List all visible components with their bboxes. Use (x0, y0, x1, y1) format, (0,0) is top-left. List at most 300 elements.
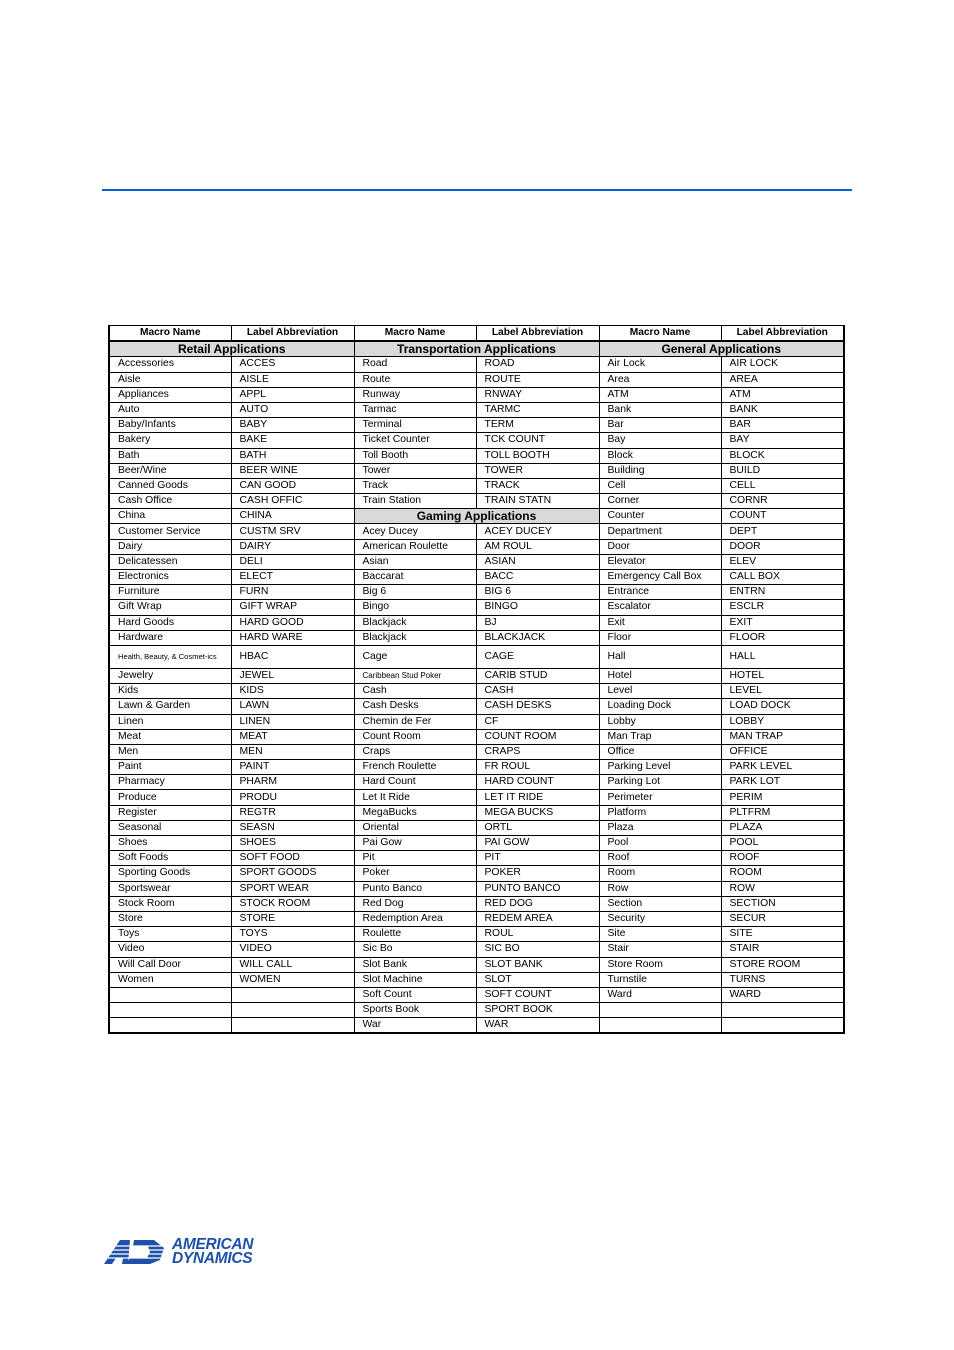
table-cell: Chemin de Fer (354, 714, 476, 729)
table-cell: Road (354, 357, 476, 372)
table-cell: SITE (721, 927, 844, 942)
table-cell: CASH (476, 684, 599, 699)
table-cell: BJ (476, 615, 599, 630)
table-cell: Escalator (599, 600, 721, 615)
table-cell: ELECT (231, 570, 354, 585)
logo-line-1: AMERICAN (172, 1236, 254, 1253)
table-cell: BUILD (721, 463, 844, 478)
column-header: Label Abbreviation (476, 326, 599, 342)
table-row (109, 790, 844, 805)
column-header: Macro Name (109, 326, 231, 342)
table-cell: MEGA BUCKS (476, 805, 599, 820)
table-cell: Cash (354, 684, 476, 699)
table-cell: STAIR (721, 942, 844, 957)
table-row (109, 1003, 844, 1018)
table-cell: PARK LOT (721, 775, 844, 790)
table-body (109, 357, 844, 1034)
table-cell: Craps (354, 744, 476, 759)
table-cell: BEER WINE (231, 463, 354, 478)
column-header: Macro Name (599, 326, 721, 342)
table-row (109, 539, 844, 554)
table-cell: Customer Service (109, 524, 231, 539)
table-cell: Terminal (354, 418, 476, 433)
section-header-general: General Applications (599, 341, 844, 357)
table-cell: ROOF (721, 851, 844, 866)
table-cell: HALL (721, 645, 844, 668)
table-row (109, 570, 844, 585)
table-cell: DELI (231, 554, 354, 569)
table-cell: Slot Machine (354, 972, 476, 987)
table-cell: CHINA (231, 509, 354, 524)
table-cell: Department (599, 524, 721, 539)
table-cell: Auto (109, 402, 231, 417)
table-cell: AISLE (231, 372, 354, 387)
column-header: Label Abbreviation (721, 326, 844, 342)
table-cell: Bay (599, 433, 721, 448)
table-row (109, 554, 844, 569)
table-cell: Runway (354, 387, 476, 402)
table-cell: Meat (109, 729, 231, 744)
table-cell: Cash Desks (354, 699, 476, 714)
table-cell: American Roulette (354, 539, 476, 554)
table-cell (721, 1003, 844, 1018)
table-cell: Cell (599, 478, 721, 493)
table-cell: Poker (354, 866, 476, 881)
table-cell: Register (109, 805, 231, 820)
macro-name-table (108, 325, 845, 1034)
table-cell: LET IT RIDE (476, 790, 599, 805)
table-cell: Stair (599, 942, 721, 957)
table-row (109, 684, 844, 699)
table-cell: COUNT ROOM (476, 729, 599, 744)
table-cell: Block (599, 448, 721, 463)
table-cell: Linen (109, 714, 231, 729)
table-cell: CORNR (721, 494, 844, 509)
table-cell: Level (599, 684, 721, 699)
table-cell: Stock Room (109, 896, 231, 911)
table-row (109, 744, 844, 759)
table-cell: MEN (231, 744, 354, 759)
table-cell: Count Room (354, 729, 476, 744)
table-cell: Cage (354, 645, 476, 668)
table-cell: Bar (599, 418, 721, 433)
table-cell: LAWN (231, 699, 354, 714)
section-header-row (109, 341, 844, 357)
table-cell: Appliances (109, 387, 231, 402)
table-cell: Roulette (354, 927, 476, 942)
table-cell: SPORT GOODS (231, 866, 354, 881)
table-row (109, 820, 844, 835)
table-cell: Pool (599, 836, 721, 851)
table-cell: FURN (231, 585, 354, 600)
table-cell: HARD GOOD (231, 615, 354, 630)
table-row (109, 585, 844, 600)
table-cell: HARD WARE (231, 630, 354, 645)
table-cell: GIFT WRAP (231, 600, 354, 615)
table-cell: PLAZA (721, 820, 844, 835)
table-cell (721, 1018, 844, 1034)
table-cell: PIT (476, 851, 599, 866)
table-cell: AM ROUL (476, 539, 599, 554)
table-cell: TCK COUNT (476, 433, 599, 448)
table-cell: Soft Foods (109, 851, 231, 866)
table-cell: REDEM AREA (476, 911, 599, 926)
table-cell: Asian (354, 554, 476, 569)
table-cell: ENTRN (721, 585, 844, 600)
table-cell: Turnstile (599, 972, 721, 987)
table-row (109, 805, 844, 820)
table-cell: DAIRY (231, 539, 354, 554)
column-header-row (109, 326, 844, 342)
table-cell: Bank (599, 402, 721, 417)
table-row (109, 494, 844, 509)
logo-wordmark (172, 1238, 253, 1266)
table-cell: Slot Bank (354, 957, 476, 972)
table-cell: Blackjack (354, 630, 476, 645)
table-cell: LINEN (231, 714, 354, 729)
table-cell: Accessories (109, 357, 231, 372)
table-cell: Parking Level (599, 760, 721, 775)
table-cell: Area (599, 372, 721, 387)
table-cell: PRODU (231, 790, 354, 805)
table-cell: DEPT (721, 524, 844, 539)
table-cell: Baby/Infants (109, 418, 231, 433)
table-cell: Platform (599, 805, 721, 820)
table-cell: Hotel (599, 668, 721, 683)
table-cell: WILL CALL (231, 957, 354, 972)
table-cell: Sports Book (354, 1003, 476, 1018)
table-cell: REGTR (231, 805, 354, 820)
table-cell: Big 6 (354, 585, 476, 600)
table-cell: BACC (476, 570, 599, 585)
table-cell: WOMEN (231, 972, 354, 987)
table-cell: POKER (476, 866, 599, 881)
table-cell: Beer/Wine (109, 463, 231, 478)
table-cell: Entrance (599, 585, 721, 600)
table-row (109, 881, 844, 896)
table-cell: ASIAN (476, 554, 599, 569)
table-cell: War (354, 1018, 476, 1034)
table-cell: BLACKJACK (476, 630, 599, 645)
table-cell: PAINT (231, 760, 354, 775)
table-cell: BLOCK (721, 448, 844, 463)
table-cell: VIDEO (231, 942, 354, 957)
table-row (109, 630, 844, 645)
table-cell: Video (109, 942, 231, 957)
table-cell (231, 987, 354, 1002)
table-cell: PARK LEVEL (721, 760, 844, 775)
table-cell (109, 1018, 231, 1034)
table-cell: Baccarat (354, 570, 476, 585)
table-cell: SOFT FOOD (231, 851, 354, 866)
table-cell: Jewelry (109, 668, 231, 683)
table-cell: Acey Ducey (354, 524, 476, 539)
table-cell: ATM (599, 387, 721, 402)
table-cell: Soft Count (354, 987, 476, 1002)
table-cell (109, 987, 231, 1002)
american-dynamics-logo (102, 1236, 264, 1268)
table-cell: CAN GOOD (231, 478, 354, 493)
table-cell: Air Lock (599, 357, 721, 372)
column-header: Label Abbreviation (231, 326, 354, 342)
table-cell: ROAD (476, 357, 599, 372)
table-cell: Elevator (599, 554, 721, 569)
table-cell: DOOR (721, 539, 844, 554)
table-cell: ELEV (721, 554, 844, 569)
table-cell: Door (599, 539, 721, 554)
table-cell: ACCES (231, 357, 354, 372)
table-cell: Seasonal (109, 820, 231, 835)
table-cell: RED DOG (476, 896, 599, 911)
table-cell: CALL BOX (721, 570, 844, 585)
table-cell: CUSTM SRV (231, 524, 354, 539)
table-cell: ROUL (476, 927, 599, 942)
table-cell: Loading Dock (599, 699, 721, 714)
table-cell: MegaBucks (354, 805, 476, 820)
table-cell: ROW (721, 881, 844, 896)
table-cell: Store (109, 911, 231, 926)
table-cell: HBAC (231, 645, 354, 668)
table-cell: Route (354, 372, 476, 387)
table-cell: EXIT (721, 615, 844, 630)
table-row (109, 866, 844, 881)
table-cell: FLOOR (721, 630, 844, 645)
table-cell: French Roulette (354, 760, 476, 775)
table-cell: KIDS (231, 684, 354, 699)
table-cell: Security (599, 911, 721, 926)
table-cell: Floor (599, 630, 721, 645)
table-cell: Delicatessen (109, 554, 231, 569)
table-row (109, 699, 844, 714)
table-cell: Toys (109, 927, 231, 942)
section-header-gaming: Gaming Applications (354, 509, 599, 524)
table-cell: Plaza (599, 820, 721, 835)
table-cell: FR ROUL (476, 760, 599, 775)
table-row (109, 1018, 844, 1034)
table-cell: BAKE (231, 433, 354, 448)
table-cell: Pit (354, 851, 476, 866)
table-cell: CRAPS (476, 744, 599, 759)
table-cell: Hall (599, 645, 721, 668)
table-cell: Will Call Door (109, 957, 231, 972)
table-cell: Office (599, 744, 721, 759)
table-cell: Pai Gow (354, 836, 476, 851)
table-cell: HOTEL (721, 668, 844, 683)
table-row (109, 957, 844, 972)
table-cell: CASH OFFIC (231, 494, 354, 509)
table-cell (599, 1018, 721, 1034)
table-cell: ROOM (721, 866, 844, 881)
table-cell: ESCLR (721, 600, 844, 615)
logo-line-2: DYNAMICS (172, 1250, 253, 1267)
table-cell: BAR (721, 418, 844, 433)
table-row (109, 372, 844, 387)
table-cell: WARD (721, 987, 844, 1002)
table-cell: Ticket Counter (354, 433, 476, 448)
table-cell: RNWAY (476, 387, 599, 402)
table-cell: ATM (721, 387, 844, 402)
table-cell: Man Trap (599, 729, 721, 744)
table-cell: Ward (599, 987, 721, 1002)
table-cell: Gift Wrap (109, 600, 231, 615)
table-cell: Bingo (354, 600, 476, 615)
table-row (109, 402, 844, 417)
table-cell: SOFT COUNT (476, 987, 599, 1002)
table-cell: WAR (476, 1018, 599, 1034)
table-cell: MAN TRAP (721, 729, 844, 744)
table-cell: Hard Count (354, 775, 476, 790)
table-cell: Parking Lot (599, 775, 721, 790)
table-row (109, 524, 844, 539)
table-cell: PLTFRM (721, 805, 844, 820)
table-cell: PHARM (231, 775, 354, 790)
table-cell: BIG 6 (476, 585, 599, 600)
table-cell: SECTION (721, 896, 844, 911)
table-cell: TARMC (476, 402, 599, 417)
table-cell: Paint (109, 760, 231, 775)
table-cell (599, 1003, 721, 1018)
table-cell: Tarmac (354, 402, 476, 417)
table-cell: Building (599, 463, 721, 478)
table-row (109, 942, 844, 957)
table-row (109, 851, 844, 866)
table-cell: Roof (599, 851, 721, 866)
table-cell: PAI GOW (476, 836, 599, 851)
table-cell: TOYS (231, 927, 354, 942)
table-cell: Sporting Goods (109, 866, 231, 881)
table-row (109, 927, 844, 942)
table-row (109, 509, 844, 524)
table-cell: Room (599, 866, 721, 881)
table-cell: AIR LOCK (721, 357, 844, 372)
table-cell: Cash Office (109, 494, 231, 509)
table-cell: Toll Booth (354, 448, 476, 463)
table-row (109, 387, 844, 402)
table-cell: Oriental (354, 820, 476, 835)
table-cell: Red Dog (354, 896, 476, 911)
table-cell: AUTO (231, 402, 354, 417)
table-cell: Men (109, 744, 231, 759)
table-cell: China (109, 509, 231, 524)
table-cell: Train Station (354, 494, 476, 509)
table-row (109, 615, 844, 630)
table-row (109, 463, 844, 478)
table-row (109, 600, 844, 615)
table-row (109, 645, 844, 668)
table-cell: BAY (721, 433, 844, 448)
table-row (109, 896, 844, 911)
table-cell: LEVEL (721, 684, 844, 699)
table-cell: CELL (721, 478, 844, 493)
table-cell: Canned Goods (109, 478, 231, 493)
table-cell: Counter (599, 509, 721, 524)
table-cell: Blackjack (354, 615, 476, 630)
table-cell: SECUR (721, 911, 844, 926)
table-cell: ACEY DUCEY (476, 524, 599, 539)
table-cell: APPL (231, 387, 354, 402)
table-row (109, 478, 844, 493)
table-cell: SLOT (476, 972, 599, 987)
table-row (109, 668, 844, 683)
table-cell: SLOT BANK (476, 957, 599, 972)
table-cell (231, 1003, 354, 1018)
column-header: Macro Name (354, 326, 476, 342)
table-cell: Exit (599, 615, 721, 630)
table-row (109, 448, 844, 463)
table-cell: TERM (476, 418, 599, 433)
table-cell: Pharmacy (109, 775, 231, 790)
table-cell: TURNS (721, 972, 844, 987)
table-row (109, 987, 844, 1002)
table-row (109, 729, 844, 744)
table-row (109, 433, 844, 448)
table-cell: Row (599, 881, 721, 896)
table-cell: CF (476, 714, 599, 729)
table-cell: TOWER (476, 463, 599, 478)
section-header-retail: Retail Applications (109, 341, 354, 357)
table-cell: Electronics (109, 570, 231, 585)
table-cell: LOBBY (721, 714, 844, 729)
table-cell: Furniture (109, 585, 231, 600)
table-cell: CARIB STUD (476, 668, 599, 683)
table-cell: LOAD DOCK (721, 699, 844, 714)
table-cell: SHOES (231, 836, 354, 851)
table-row (109, 911, 844, 926)
table-cell: Dairy (109, 539, 231, 554)
table-cell: Kids (109, 684, 231, 699)
table-cell: HARD COUNT (476, 775, 599, 790)
table-cell: ORTL (476, 820, 599, 835)
table-cell (109, 1003, 231, 1018)
table-cell: Let It Ride (354, 790, 476, 805)
table-cell: BABY (231, 418, 354, 433)
table-cell: BATH (231, 448, 354, 463)
table-cell: Health, Beauty, & Cosmet-ics (109, 645, 231, 668)
table-cell: Bakery (109, 433, 231, 448)
table-cell: Hardware (109, 630, 231, 645)
table-cell: SPORT BOOK (476, 1003, 599, 1018)
table-cell: Caribbean Stud Poker (354, 668, 476, 683)
table-cell: OFFICE (721, 744, 844, 759)
table-cell: Bath (109, 448, 231, 463)
section-header-transportation: Transportation Applications (354, 341, 599, 357)
table-cell: Perimeter (599, 790, 721, 805)
table-cell: Lawn & Garden (109, 699, 231, 714)
table-cell: STOCK ROOM (231, 896, 354, 911)
table-cell: STORE ROOM (721, 957, 844, 972)
table-cell: PERIM (721, 790, 844, 805)
table-cell: AREA (721, 372, 844, 387)
table-cell: TRAIN STATN (476, 494, 599, 509)
table-row (109, 836, 844, 851)
table-cell: Hard Goods (109, 615, 231, 630)
table-cell: SEASN (231, 820, 354, 835)
ad-logo-icon (102, 1238, 172, 1266)
table-cell: BANK (721, 402, 844, 417)
table-cell: ROUTE (476, 372, 599, 387)
table-cell: COUNT (721, 509, 844, 524)
table-cell: TRACK (476, 478, 599, 493)
table-cell: PUNTO BANCO (476, 881, 599, 896)
table-cell: Punto Banco (354, 881, 476, 896)
table-cell: MEAT (231, 729, 354, 744)
table-cell: Store Room (599, 957, 721, 972)
table-cell: SIC BO (476, 942, 599, 957)
table-cell: STORE (231, 911, 354, 926)
table-cell: CAGE (476, 645, 599, 668)
table-cell: Section (599, 896, 721, 911)
table-cell: Women (109, 972, 231, 987)
